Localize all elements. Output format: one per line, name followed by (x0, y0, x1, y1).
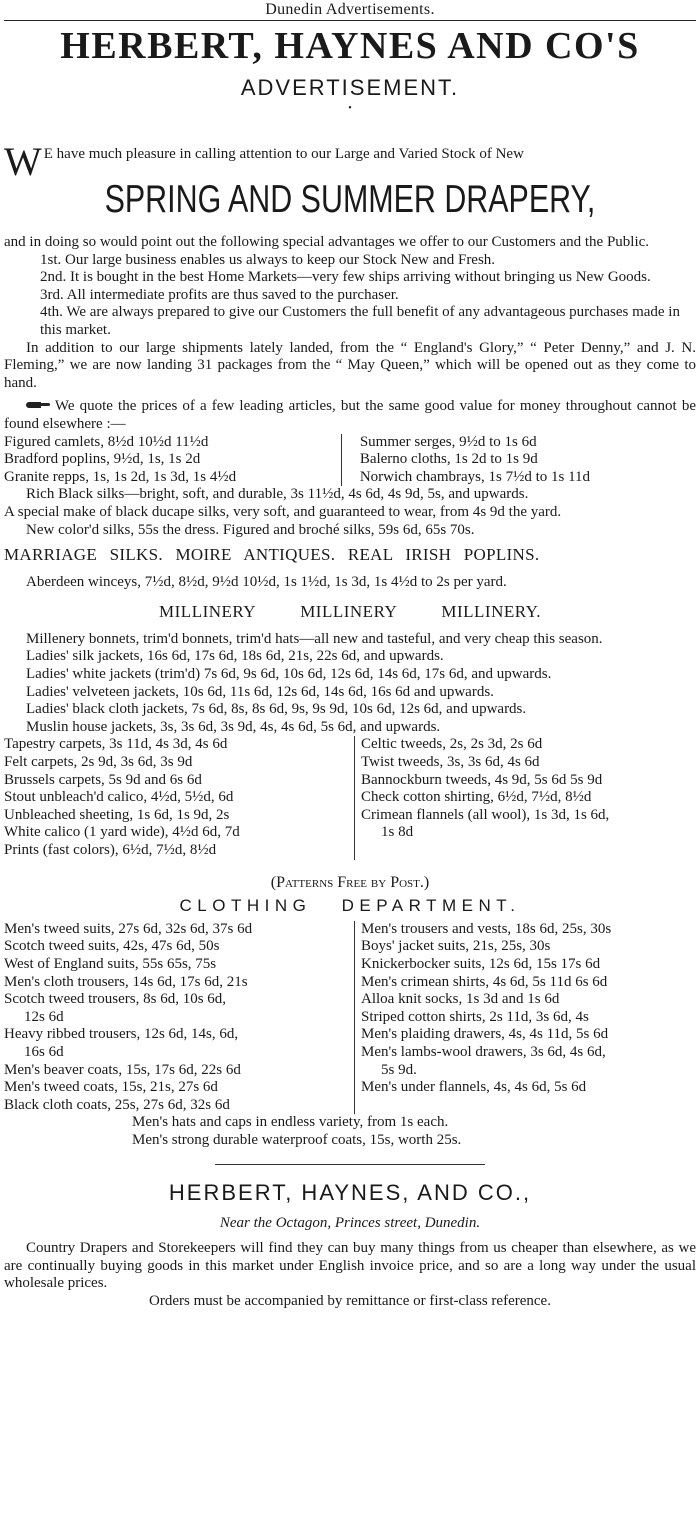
intro-line (4, 139, 696, 184)
silks-line-2: A special make of black ducape silks, very soft, and guaranteed to wear, from 4s 9d the yard. (4, 503, 562, 520)
signature: HERBERT, HAYNES, AND CO., (168, 1179, 532, 1205)
clothing-left-column (4, 921, 355, 1115)
list-item: Men's tweed coats, 15s, 21s, 27s 6d (4, 1079, 218, 1096)
list-item: 5s 9d. (381, 1061, 417, 1078)
advantage-4: 4th. We are always prepared to give our Customers the full benefit of any advantageous purchases made in this market. (40, 304, 680, 338)
list-item: White calico (1 yard wide), 4½d 6d, 7d (4, 824, 240, 841)
millinery-item: Ladies' velveteen jackets, 10s 6d, 11s 6d, 12s 6d, 14s 6d, 16s 6d and upwards. (26, 683, 494, 700)
millinery-item: Muslin house jackets, 3s, 3s 6d, 3s 9d, 4s, 4s 6d, 5s 6d, and upwards. (26, 718, 441, 735)
table-cell: Norwich chambrays, 1s 7½d to 1s 11d (359, 468, 591, 485)
household-right-column (355, 736, 697, 859)
list-item: Men's trousers and vests, 18s 6d, 25s, 30s (361, 920, 612, 937)
list-item: Men's tweed suits, 27s 6d, 32s 6d, 37s 6d (4, 920, 253, 937)
list-item: Prints (fast colors), 6½d, 7½d, 8½d (4, 842, 217, 858)
list-item: 16s 6d (24, 1043, 64, 1060)
list-item: Men's cloth trousers, 14s 6d, 17s 6d, 21s (4, 973, 248, 990)
advertisement-subtitle: ADVERTISEMENT. (240, 75, 460, 100)
shipments-paragraph: In addition to our large shipments lately landed, from the “ England's Glory,” “ Peter Denny,” and J. N. Fleming,” we are now landing 31 packages from the “ May Queen,” which will be opened out as they come to hand. (4, 339, 696, 391)
table-row (4, 434, 696, 452)
footer-paragraph: Country Drapers and Storekeepers will find they can buy many things from us cheaper than elsewhere, as we are continually buying goods in this market under English invoice price, and so are a long way under the usual wholesale prices. (4, 1240, 696, 1292)
list-item: Knickerbocker suits, 12s 6d, 15s 17s 6d (361, 955, 601, 972)
top-rule (4, 20, 696, 21)
list-item: Twist tweeds, 3s, 3s 6d, 4s 6d (361, 754, 540, 771)
signature-rule (215, 1164, 485, 1165)
millinery-item: Ladies' white jackets (trim'd) 7s 6d, 9s 6d, 10s 6d, 12s 6d, 14s 6d, 17s 6d, and upwards. (26, 666, 552, 683)
advantage-3: 3rd. All intermediate profits are thus saved to the purchaser. (40, 286, 399, 303)
table-cell: Summer serges, 9½d to 1s 6d (359, 433, 537, 450)
marriage-silks-line: MARRIAGE SILKS. MOIRE ANTIQUES. REAL IRISH POPLINS. (4, 545, 540, 565)
list-item: Crimean flannels (all wool), 1s 3d, 1s 6d, (361, 806, 610, 823)
list-item: West of England suits, 55s 65s, 75s (4, 955, 217, 972)
household-left-column (4, 736, 355, 859)
intro-after: and in doing so would point out the following special advantages we offer to our Customers and the Public. (4, 234, 650, 250)
footer-orders-note: Orders must be accompanied by remittance or first-class reference. (149, 1292, 551, 1309)
millinery-item: Ladies' black cloth jackets, 7s 6d, 8s, 8s 6d, 9s, 9s 9d, 10s 6d, 12s 6d, and upwards. (26, 701, 527, 718)
list-item: Bannockburn tweeds, 4s 9d, 5s 6d 5s 9d (361, 771, 603, 788)
millinery-item: Ladies' silk jackets, 16s 6d, 17s 6d, 18s 6d, 21s, 22s 6d, and upwards. (26, 648, 444, 665)
list-item: Striped cotton shirts, 2s 11d, 3s 6d, 4s (361, 1008, 589, 1025)
quote-intro-text: We quote the prices of a few leading articles, but the same good value for money throughout cannot be found elsewhere :— (4, 398, 696, 432)
list-item: Black cloth coats, 25s, 27s 6d, 32s 6d (4, 1096, 230, 1113)
clothing-heading: CLOTHING DEPARTMENT. (179, 896, 521, 916)
list-item: Brussels carpets, 5s 9d and 6s 6d (4, 771, 202, 788)
list-item: Scotch tweed trousers, 8s 6d, 10s 6d, (4, 991, 227, 1008)
table-row (4, 921, 696, 1115)
list-item: Boys' jacket suits, 21s, 25s, 30s (361, 938, 551, 955)
table-row (4, 451, 696, 469)
list-item: Men's under flannels, 4s, 4s 6d, 5s 6d (361, 1079, 587, 1096)
list-item: Heavy ribbed trousers, 12s 6d, 14s, 6d, (4, 1026, 239, 1043)
list-item: Men's crimean shirts, 4s 6d, 5s 11d 6s 6d (361, 973, 608, 990)
list-item: Stout unbleach'd calico, 4½d, 5½d, 6d (4, 789, 234, 806)
patterns-note: (Patterns Free by Post.) (270, 873, 430, 891)
list-item: Men's lambs-wool drawers, 3s 6d, 4s 6d, (361, 1043, 606, 1060)
table-cell: Figured camlets, 8½d 10½d 11½d (4, 434, 341, 452)
silks-line-1: Rich Black silks—bright, soft, and durable, 3s 11½d, 4s 6d, 4s 9d, 5s, and upwards. (26, 486, 529, 503)
list-item: Scotch tweed suits, 42s, 47s 6d, 50s (4, 938, 220, 955)
advantage-1: 1st. Our large business enables us always to keep our Stock New and Fresh. (40, 251, 496, 268)
list-item: Celtic tweeds, 2s, 2s 3d, 2s 6d (361, 736, 543, 753)
table-cell: Bradford poplins, 9½d, 1s, 1s 2d (4, 451, 341, 469)
address: Near the Octagon, Princes street, Dunedin. (219, 1214, 481, 1231)
millinery-item: Millenery bonnets, trim'd bonnets, trim'd hats—all new and tasteful, and very cheap this season. (26, 630, 603, 647)
table-row (4, 469, 696, 487)
prices-table (4, 434, 696, 487)
list-item: Tapestry carpets, 3s 11d, 4s 3d, 4s 6d (4, 736, 228, 753)
list-item: Check cotton shirting, 6½d, 7½d, 8½d (361, 789, 592, 806)
advantage-2: 2nd. It is bought in the best Home Markets—very few ships arriving without bringing us New Goods. (40, 269, 651, 286)
table-row (4, 736, 696, 859)
drop-cap: W (4, 139, 42, 184)
quote-intro (4, 398, 696, 433)
clothing-right-column (355, 921, 697, 1115)
running-head: Dunedin Advertisements. (265, 1, 435, 18)
pointing-hand-icon (26, 399, 50, 411)
ornament-dot: • (348, 103, 352, 114)
list-item: 1s 8d (381, 824, 414, 841)
clothing-table (4, 921, 696, 1115)
advertiser-title: HERBERT, HAYNES AND CO'S (60, 25, 640, 67)
household-table (4, 736, 696, 859)
silks-line-3: New color'd silks, 55s the dress. Figured and broché silks, 59s 6d, 65s 70s. (26, 521, 475, 538)
list-item: Alloa knit socks, 1s 3d and 1s 6d (361, 991, 560, 1008)
list-item: Men's beaver coats, 15s, 17s 6d, 22s 6d (4, 1061, 241, 1078)
clothing-tail-1: Men's hats and caps in endless variety, from 1s each. (132, 1114, 449, 1131)
list-item: Men's plaiding drawers, 4s, 4s 11d, 5s 6d (361, 1026, 609, 1043)
list-item: Unbleached sheeting, 1s 6d, 1s 9d, 2s (4, 806, 230, 823)
clothing-tail-2: Men's strong durable waterproof coats, 15s, worth 25s. (132, 1131, 462, 1148)
list-item: 12s 6d (24, 1008, 64, 1025)
table-cell: Granite repps, 1s, 1s 2d, 1s 3d, 1s 4½d (4, 469, 341, 487)
list-item: Felt carpets, 2s 9d, 3s 6d, 3s 9d (4, 754, 193, 771)
millinery-heading: MILLINERY MILLINERY MILLINERY. (159, 602, 541, 622)
intro-lead: E have much pleasure in calling attention to our Large and Varied Stock of New (43, 146, 524, 162)
headline: SPRING AND SUMMER DRAPERY, (104, 178, 596, 221)
winceys-line: Aberdeen winceys, 7½d, 8½d, 9½d 10½d, 1s 1½d, 1s 3d, 1s 4½d to 2s per yard. (26, 573, 507, 590)
table-cell: Balerno cloths, 1s 2d to 1s 9d (359, 451, 538, 468)
